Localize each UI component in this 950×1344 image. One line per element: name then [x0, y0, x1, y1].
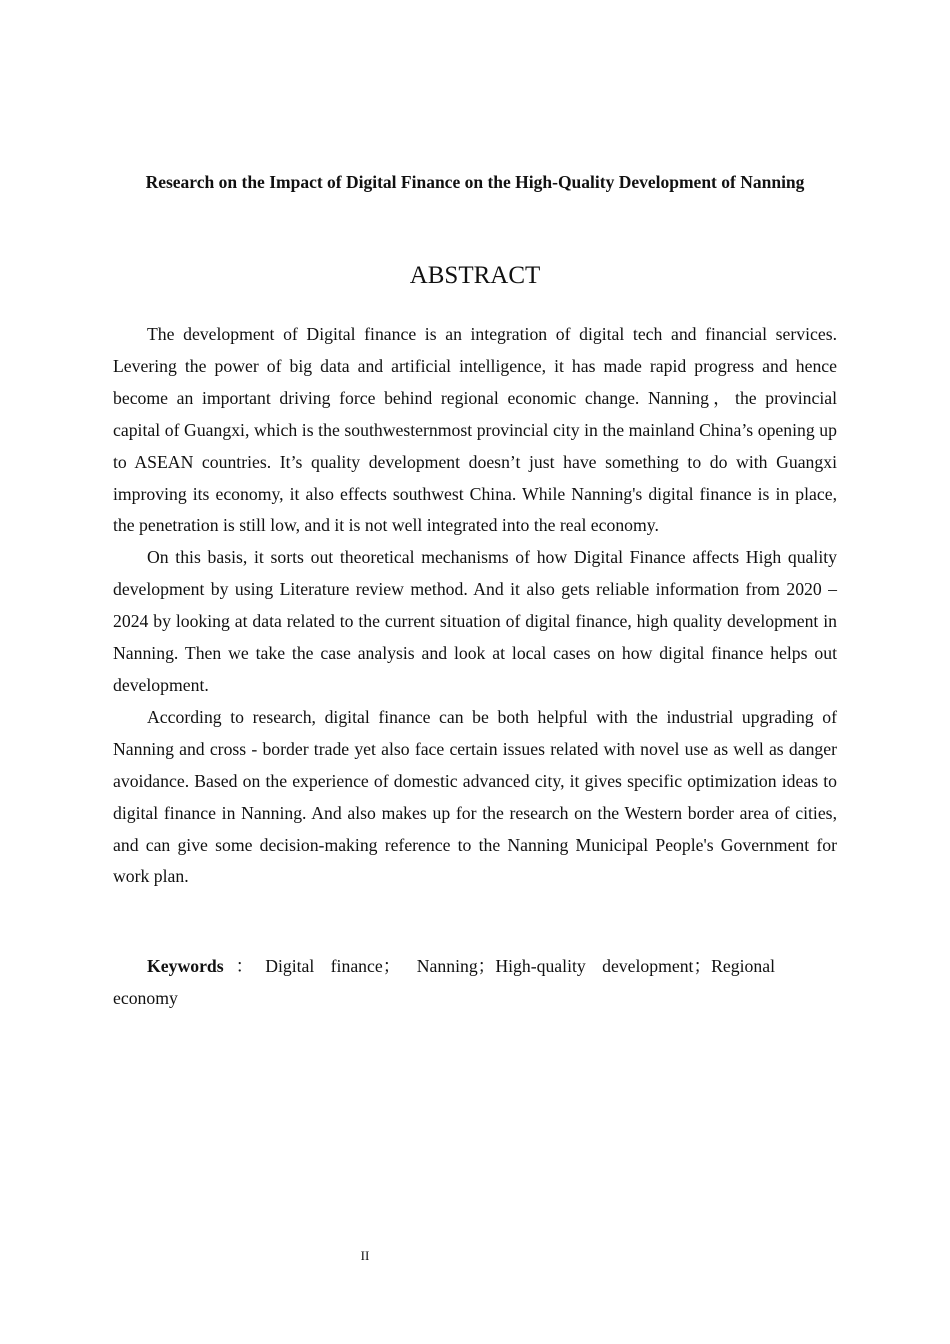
abstract-paragraph-3: According to research, digital finance can be both helpful with the industrial upgrading of Nanning and cross - border trade yet also face certain issues related with novel use as well as danger avoidance. Based on the experience of domestic advanced city, it gives specific optimization ideas to digital finance in Nanning. And also makes up for the research on the Western border area of cities, and can give some decision-making reference to the Nanning Municipal People's Government for work plan.: [113, 706, 837, 887]
title-block: [113, 166, 837, 198]
paper-title: Research on the Impact of Digital Finance on the High-Quality Development of Nanning: [145, 172, 805, 192]
abstract-heading: ABSTRACT: [409, 262, 541, 289]
keywords-line: [113, 951, 775, 1015]
abstract-body: [113, 319, 837, 893]
abstract-paragraph-1: The development of Digital finance is an integration of digital tech and financial services. Levering the power of big data and artificial intelligence, it has made rapid progress and hence become an important driving force behind regional economic change. Nanning，the provincial capital of Guangxi, which is the southwesternmost provincial city in the mainland China’s opening up to ASEAN countries. It’s quality development doesn’t just have something to do with Guangxi improving its economy, it also effects southwest China. While Nanning's digital finance is in place, the penetration is still low, and it is not well integrated into the real economy.: [113, 324, 837, 536]
page-number: II: [360, 1248, 370, 1263]
keywords-label: Keywords: [147, 956, 224, 976]
abstract-paragraph-2: On this basis, it sorts out theoretical mechanisms of how Digital Finance affects High quality development by using Literature review method. And it also gets reliable information from 2020 – 2024 by looking at data related to the current situation of digital finance, high quality development in Nanning. Then we take the case analysis and look at local cases on how digital finance helps out development.: [113, 547, 837, 695]
keywords-text: ：Digital finance； Nanning；High-quality development；Regional economy: [113, 956, 775, 1008]
